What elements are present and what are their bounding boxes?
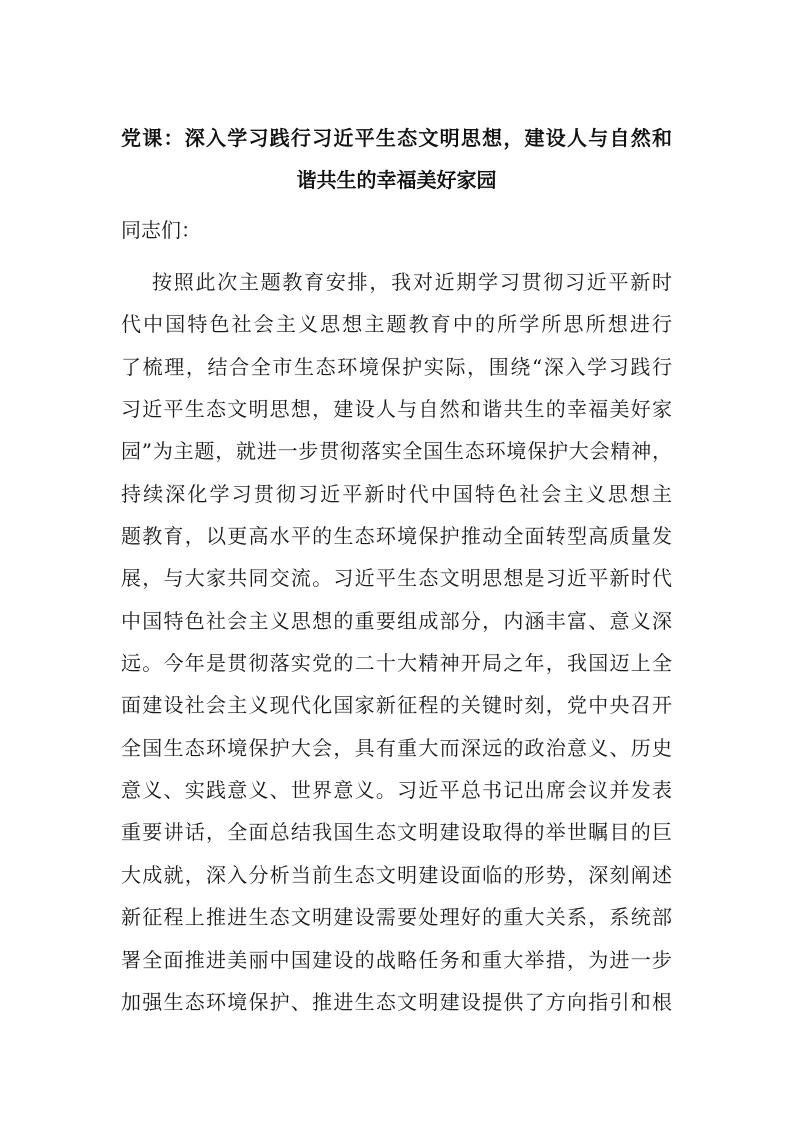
body-line: 意义、实践意义、世界意义。习近平总书记出席会议并发表 xyxy=(121,778,672,803)
body-line: 全国生态环境保护大会，具有重大而深远的政治意义、历史 xyxy=(121,735,672,760)
body-line: 了梳理，结合全市生态环境保护实际，围绕“深入学习践行 xyxy=(121,354,672,379)
body-line: 题教育，以更高水平的生态环境保护推动全面转型高质量发 xyxy=(121,524,672,549)
body-line: 远。今年是贯彻落实党的二十大精神开局之年，我国迈上全 xyxy=(121,651,672,676)
body-line: 面建设社会主义现代化国家新征程的关键时刻，党中央召开 xyxy=(121,693,672,718)
body-line: 中国特色社会主义思想的重要组成部分，内涵丰富、意义深 xyxy=(121,608,672,633)
body-line: 大成就，深入分析当前生态文明建设面临的形势，深刻阐述 xyxy=(121,862,672,887)
body-line: 持续深化学习贯彻习近平新时代中国特色社会主义思想主 xyxy=(121,481,672,506)
body-line: 加强生态环境保护、推进生态文明建设提供了方向指引和根 xyxy=(121,989,672,1014)
title-line-1: 党课：深入学习践行习近平生态文明思想，建设人与自然和 xyxy=(121,126,672,150)
body-line: 园”为主题，就进一步贯彻落实全国生态环境保护大会精神， xyxy=(121,439,672,464)
salutation: 同志们： xyxy=(121,218,201,242)
title-line-2: 谐共生的幸福美好家园 xyxy=(296,168,497,192)
body-line: 署全面推进美丽中国建设的战略任务和重大举措，为进一步 xyxy=(121,947,672,972)
body-line: 习近平生态文明思想，建设人与自然和谐共生的幸福美好家 xyxy=(121,397,672,422)
body-line: 展，与大家共同交流。习近平生态文明思想是习近平新时代 xyxy=(121,566,672,591)
body-line: 重要讲话，全面总结我国生态文明建设取得的举世瞩目的巨 xyxy=(121,820,672,845)
body-paragraph xyxy=(121,261,672,1023)
document-title xyxy=(121,117,672,201)
body-line: 代中国特色社会主义思想主题教育中的所学所思所想进行 xyxy=(121,312,672,337)
body-line: 按照此次主题教育安排，我对近期学习贯彻习近平新时 xyxy=(152,270,672,294)
body-line: 新征程上推进生态文明建设需要处理好的重大关系，系统部 xyxy=(121,905,672,930)
